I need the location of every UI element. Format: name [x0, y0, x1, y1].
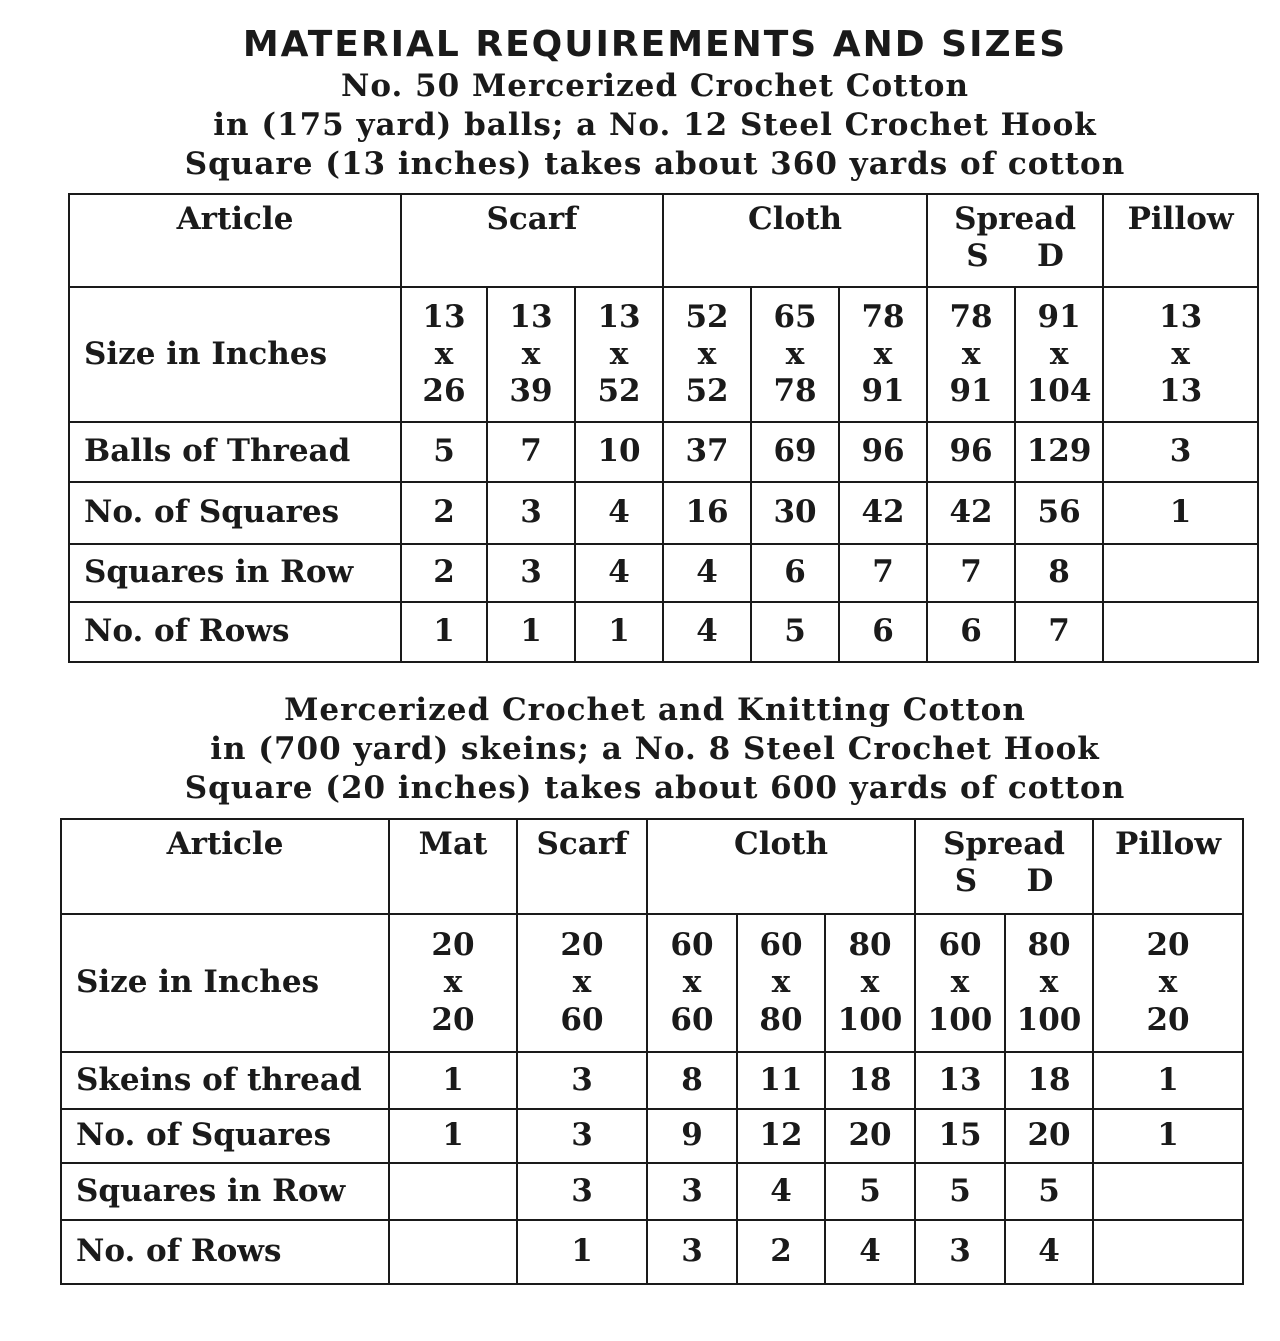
- cell: 5: [825, 1163, 915, 1220]
- size-cell: 78 x 91: [927, 287, 1015, 422]
- cell: 3: [647, 1163, 737, 1220]
- section1-line-3: Square (13 inches) takes about 360 yards of cotton: [184, 146, 1126, 182]
- header-spread-s: S: [954, 863, 978, 900]
- header-article: Article: [61, 819, 389, 914]
- size-cell: 65 x 78: [751, 287, 839, 422]
- row-label-size: Size in Inches: [61, 914, 389, 1052]
- size-cell: 60 x 80: [737, 914, 825, 1052]
- row-label-squares: No. of Squares: [69, 482, 401, 544]
- header-spread: [915, 819, 1093, 914]
- cell: 3: [915, 1220, 1005, 1284]
- cell: 3: [517, 1163, 647, 1220]
- cell: 4: [575, 544, 663, 602]
- cell: 6: [751, 544, 839, 602]
- section2-line-2: in (700 yard) skeins; a No. 8 Steel Crochet Hook: [210, 731, 1100, 767]
- table-row: [69, 544, 1258, 602]
- section2-line-3: Square (20 inches) takes about 600 yards of cotton: [184, 770, 1126, 806]
- size-cell: 91 x 104: [1015, 287, 1103, 422]
- cell: 1: [575, 602, 663, 662]
- table-row: [69, 422, 1258, 482]
- header-spread-d: D: [1036, 238, 1064, 275]
- row-label-in-row: Squares in Row: [69, 544, 401, 602]
- cell: 18: [825, 1052, 915, 1109]
- table-row: [61, 1163, 1243, 1220]
- cell: 2: [737, 1220, 825, 1284]
- cell: 8: [1015, 544, 1103, 602]
- cell: 3: [487, 544, 575, 602]
- cell: 4: [737, 1163, 825, 1220]
- cell: 5: [915, 1163, 1005, 1220]
- cell: 56: [1015, 482, 1103, 544]
- size-cell: 80 x 100: [825, 914, 915, 1052]
- header-spread-label: Spread: [954, 201, 1077, 237]
- cell: 15: [915, 1109, 1005, 1163]
- header-pillow: Pillow: [1093, 819, 1243, 914]
- cell: 5: [1005, 1163, 1093, 1220]
- size-cell: 60 x 60: [647, 914, 737, 1052]
- row-label-squares: No. of Squares: [61, 1109, 389, 1163]
- table-skeins: [60, 818, 1244, 1285]
- size-cell: 78 x 91: [839, 287, 927, 422]
- size-cell: 13 x 39: [487, 287, 575, 422]
- row-label-rows: No. of Rows: [69, 602, 401, 662]
- cell: 7: [927, 544, 1015, 602]
- header-spread-label: Spread: [943, 826, 1065, 862]
- cell: 6: [839, 602, 927, 662]
- size-cell: 52 x 52: [663, 287, 751, 422]
- header-scarf: Scarf: [401, 194, 663, 287]
- cell: 3: [517, 1052, 647, 1109]
- cell: 12: [737, 1109, 825, 1163]
- row-label-skeins: Skeins of thread: [61, 1052, 389, 1109]
- cell: 7: [839, 544, 927, 602]
- row-label-rows: No. of Rows: [61, 1220, 389, 1284]
- cell: 9: [647, 1109, 737, 1163]
- cell: 3: [487, 482, 575, 544]
- header-article: Article: [69, 194, 401, 287]
- cell: 96: [839, 422, 927, 482]
- cell: [1103, 602, 1258, 662]
- cell: 3: [1103, 422, 1258, 482]
- cell: 6: [927, 602, 1015, 662]
- cell: 1: [1093, 1109, 1243, 1163]
- cell: 7: [487, 422, 575, 482]
- cell: 1: [1103, 482, 1258, 544]
- cell: 4: [663, 544, 751, 602]
- cell: 3: [647, 1220, 737, 1284]
- table-row: [69, 482, 1258, 544]
- cell: 1: [389, 1109, 517, 1163]
- table-balls: [68, 193, 1259, 663]
- cell: 5: [401, 422, 487, 482]
- header-spread-d: D: [1026, 863, 1054, 900]
- cell: 96: [927, 422, 1015, 482]
- cell: 42: [839, 482, 927, 544]
- section1-line-1: No. 50 Mercerized Crochet Cotton: [341, 68, 969, 104]
- row-label-balls: Balls of Thread: [69, 422, 401, 482]
- size-cell: 20 x 20: [1093, 914, 1243, 1052]
- size-cell: 13 x 13: [1103, 287, 1258, 422]
- cell: 8: [647, 1052, 737, 1109]
- cell: 4: [1005, 1220, 1093, 1284]
- cell: 69: [751, 422, 839, 482]
- table-header-row: [61, 819, 1243, 914]
- size-cell: 80 x 100: [1005, 914, 1093, 1052]
- cell: 129: [1015, 422, 1103, 482]
- cell: 7: [1015, 602, 1103, 662]
- cell: 10: [575, 422, 663, 482]
- cell: 42: [927, 482, 1015, 544]
- cell: 1: [401, 602, 487, 662]
- table-row: [69, 602, 1258, 662]
- row-label-size: Size in Inches: [69, 287, 401, 422]
- cell: 37: [663, 422, 751, 482]
- cell: 1: [389, 1052, 517, 1109]
- size-cell: 13 x 52: [575, 287, 663, 422]
- cell: [389, 1220, 517, 1284]
- cell: 18: [1005, 1052, 1093, 1109]
- cell: 1: [1093, 1052, 1243, 1109]
- table-header-row: [69, 194, 1258, 287]
- cell: 2: [401, 544, 487, 602]
- section2-line-1: Mercerized Crochet and Knitting Cotton: [284, 692, 1026, 728]
- table-row: [61, 1220, 1243, 1284]
- section1-line-2: in (175 yard) balls; a No. 12 Steel Crochet Hook: [213, 107, 1097, 143]
- page-title: MATERIAL REQUIREMENTS AND SIZES: [242, 24, 1068, 65]
- cell: 30: [751, 482, 839, 544]
- cell: 3: [517, 1109, 647, 1163]
- size-cell: 60 x 100: [915, 914, 1005, 1052]
- table-row: [61, 1052, 1243, 1109]
- cell: 1: [487, 602, 575, 662]
- cell: 4: [663, 602, 751, 662]
- header-cloth: Cloth: [647, 819, 915, 914]
- header-spread-s: S: [966, 238, 989, 275]
- row-label-in-row: Squares in Row: [61, 1163, 389, 1220]
- cell: 4: [575, 482, 663, 544]
- cell: 16: [663, 482, 751, 544]
- cell: [389, 1163, 517, 1220]
- size-cell: 13 x 26: [401, 287, 487, 422]
- header-mat: Mat: [389, 819, 517, 914]
- table-row: [69, 287, 1258, 422]
- cell: 5: [751, 602, 839, 662]
- cell: 4: [825, 1220, 915, 1284]
- cell: 20: [1005, 1109, 1093, 1163]
- size-cell: 20 x 60: [517, 914, 647, 1052]
- cell: 1: [517, 1220, 647, 1284]
- cell: [1093, 1163, 1243, 1220]
- cell: 2: [401, 482, 487, 544]
- cell: [1103, 544, 1258, 602]
- cell: 13: [915, 1052, 1005, 1109]
- header-pillow: Pillow: [1103, 194, 1258, 287]
- table-row: [61, 1109, 1243, 1163]
- header-cloth: Cloth: [663, 194, 927, 287]
- cell: 20: [825, 1109, 915, 1163]
- header-spread: [927, 194, 1103, 287]
- cell: 11: [737, 1052, 825, 1109]
- size-cell: 20 x 20: [389, 914, 517, 1052]
- cell: [1093, 1220, 1243, 1284]
- table-row: [61, 914, 1243, 1052]
- header-scarf: Scarf: [517, 819, 647, 914]
